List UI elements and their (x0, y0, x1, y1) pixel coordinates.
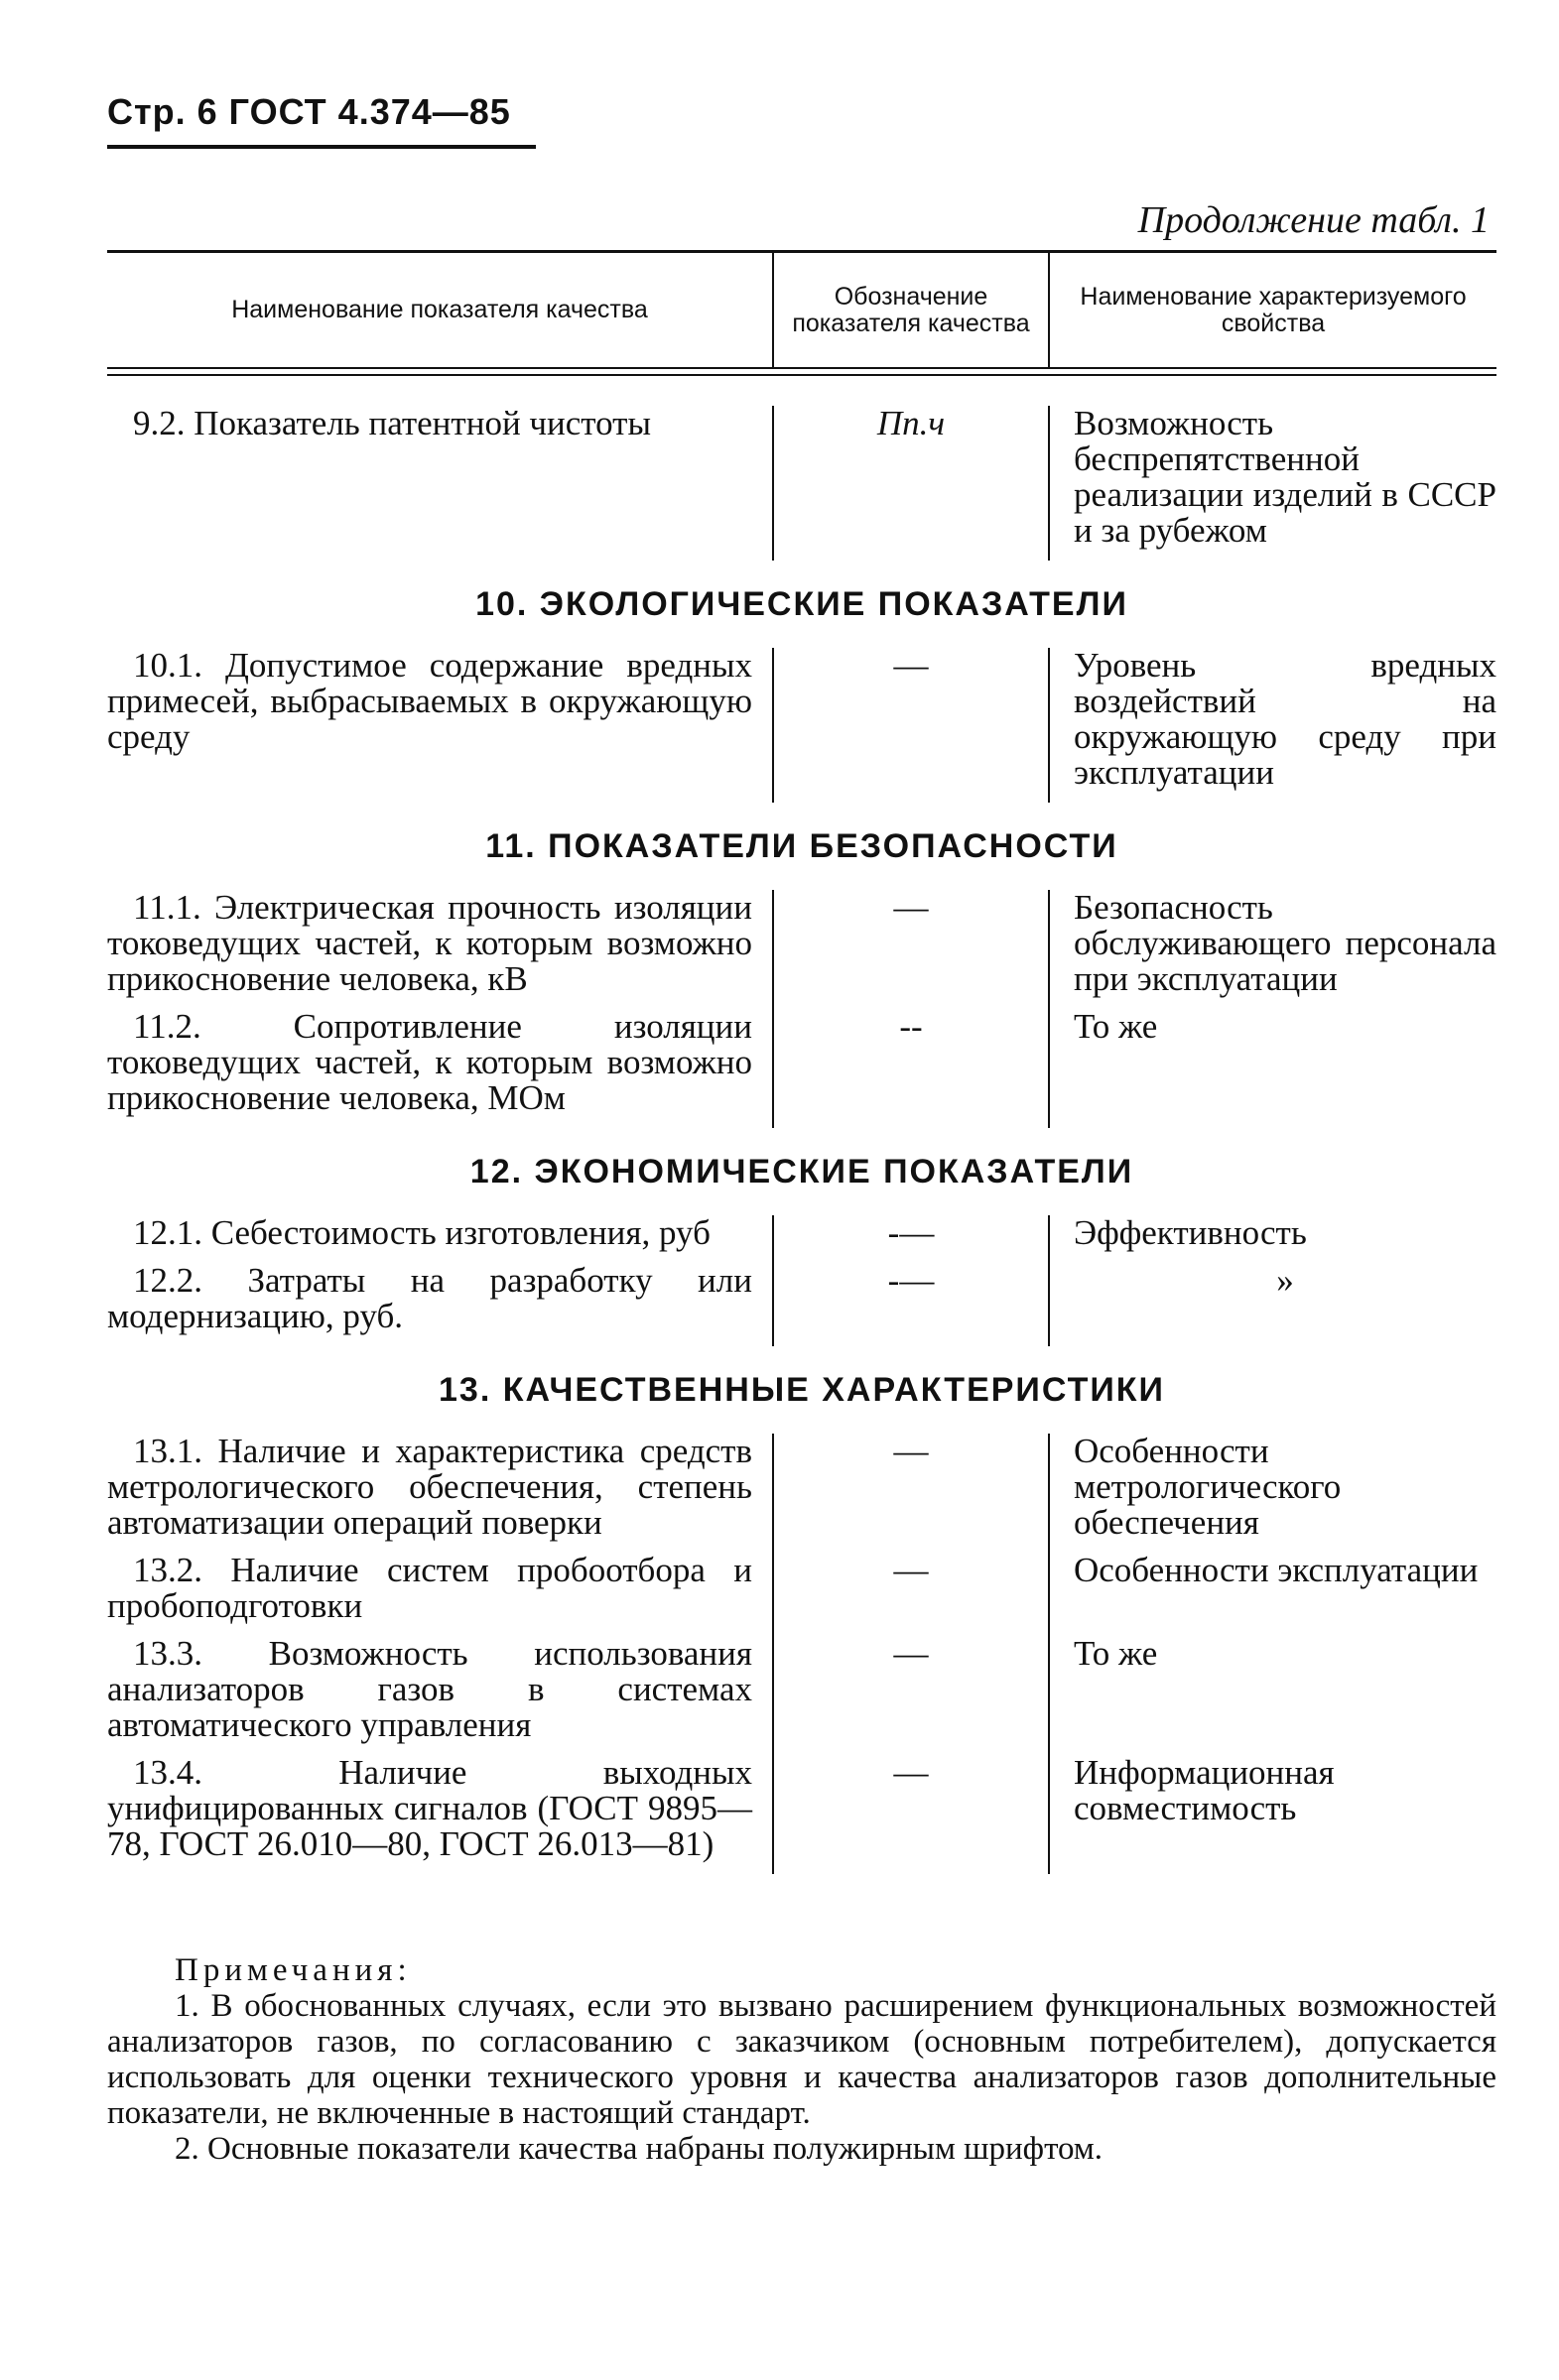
table-row (107, 1755, 1496, 1874)
row-name: 11.2. Сопротивление изоляции токоведущих частей, к которым возможно прикосновение человека, МОм (107, 1007, 752, 1117)
quality-indicators-table (107, 250, 1496, 1874)
table-row (107, 1553, 1496, 1636)
row-property: То же (1074, 1634, 1158, 1673)
row-symbol: -— (772, 1215, 1050, 1263)
row-property: Особенности эксплуатации (1074, 1551, 1479, 1589)
table-row (107, 890, 1496, 1009)
row-name: 11.1. Электрическая прочность изоляции токоведущих частей, к которым возможно прикосновение человека, кВ (107, 888, 752, 998)
table-row (107, 648, 1496, 803)
note-text: 1. В обоснованных случаях, если это вызвано расширением функциональных возможностей анализаторов газов, по согласованию с заказчиком (основным потребителем), допускается использовать для оценки технического уровня и качества анализаторов газов дополнительные показатели, не включенные в настоящий стандарт. (107, 1988, 1496, 2131)
row-symbol: — (772, 1434, 1050, 1553)
row-property: Информационная совместимость (1074, 1753, 1335, 1827)
row-property: Особенности метрологического обеспечения (1074, 1432, 1342, 1542)
table-continuation-label: Продолжение табл. 1 (1137, 199, 1490, 241)
row-property: То же (1074, 1007, 1158, 1046)
row-property: Эффективность (1074, 1213, 1307, 1252)
row-property: » (1276, 1261, 1294, 1300)
column-header-symbol: Обозначение показателя качества (772, 253, 1050, 367)
row-name: 13.2. Наличие систем пробоотбора и пробоподготовки (107, 1551, 752, 1625)
row-property: Возможность беспрепятственной реализации изделий в СССР и за рубежом (1074, 404, 1496, 550)
row-name: 10.1. Допустимое содержание вредных примесей, выбрасываемых в окружающую среду (107, 646, 752, 756)
row-symbol: — (772, 1755, 1050, 1874)
note-item (107, 2131, 1496, 2167)
table-row (107, 406, 1496, 561)
column-header-property: Наименование характеризуемого свойства (1080, 282, 1467, 337)
header-double-rule (107, 367, 1496, 376)
header-rule (107, 145, 536, 149)
row-name: 13.1. Наличие и характеристика средств метрологического обеспечения, степень автоматизации операций поверки (107, 1432, 752, 1542)
section-title-qualitative: 13. КАЧЕСТВЕННЫЕ ХАРАКТЕРИСТИКИ (439, 1371, 1165, 1409)
row-property: Уровень вредных воздействий на окружающую среду при эксплуатации (1074, 646, 1496, 792)
row-name: 12.1. Себестоимость изготовления, руб (133, 1213, 711, 1252)
row-symbol: — (772, 890, 1050, 1009)
notes-block (107, 1952, 1496, 2167)
table-row (107, 1434, 1496, 1553)
row-symbol: — (772, 648, 1050, 803)
row-symbol: — (772, 1553, 1050, 1636)
note-item (107, 1988, 1496, 2131)
row-symbol: -- (772, 1009, 1050, 1128)
notes-title: Примечания: (175, 1952, 412, 1988)
table-row (107, 1215, 1496, 1263)
table-row (107, 1636, 1496, 1755)
section-title-economic: 12. ЭКОНОМИЧЕСКИЕ ПОКАЗАТЕЛИ (469, 1153, 1134, 1190)
note-text: 2. Основные показатели качества набраны полужирным шрифтом. (175, 2131, 1104, 2167)
row-symbol: -— (772, 1263, 1050, 1346)
row-name: 9.2. Показатель патентной чистоты (133, 404, 651, 442)
table-row (107, 1009, 1496, 1128)
row-property: Безопасность обслуживающего персонала при эксплуатации (1074, 888, 1496, 998)
section-title-safety: 11. ПОКАЗАТЕЛИ БЕЗОПАСНОСТИ (485, 827, 1118, 865)
table-row (107, 1263, 1496, 1346)
table-header-row (107, 253, 1496, 367)
row-symbol: — (772, 1636, 1050, 1755)
row-name: 13.3. Возможность использования анализаторов газов в системах автоматического управления (107, 1634, 752, 1744)
row-name: 13.4. Наличие выходных унифицированных сигналов (ГОСТ 9895—78, ГОСТ 26.010—80, ГОСТ 26.013—81) (107, 1753, 752, 1863)
row-name: 12.2. Затраты на разработку или модернизацию, руб. (107, 1261, 752, 1335)
section-title-ecological: 10. ЭКОЛОГИЧЕСКИЕ ПОКАЗАТЕЛИ (475, 585, 1128, 623)
row-symbol: Пп.ч (772, 406, 1050, 561)
page-header: Стр. 6 ГОСТ 4.374—85 (107, 91, 511, 132)
column-header-name: Наименование показателя качества (231, 296, 648, 323)
